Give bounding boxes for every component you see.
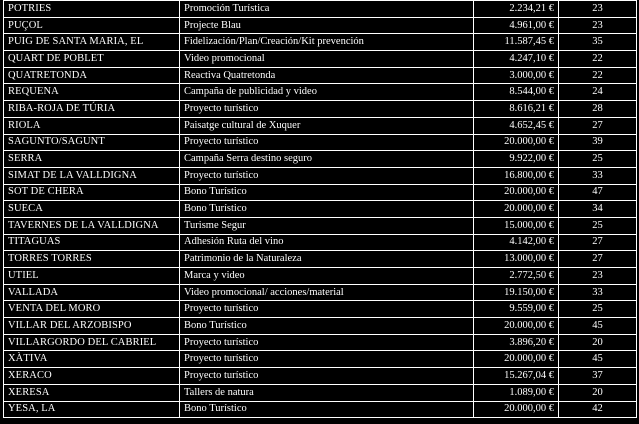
amount-cell: 4.961,00 € — [474, 17, 559, 34]
table-row — [4, 301, 637, 318]
amount-cell: 15.267,04 € — [474, 368, 559, 385]
amount-cell: 2.234,21 € — [474, 1, 559, 18]
municipality-cell: PUÇOL — [4, 17, 180, 34]
table-row — [4, 34, 637, 51]
municipality-cell: TAVERNES DE LA VALLDIGNA — [4, 217, 180, 234]
table-row — [4, 401, 637, 418]
project-cell: Bono Turístico — [180, 184, 474, 201]
table-row — [4, 67, 637, 84]
municipality-cell: XERESA — [4, 384, 180, 401]
amount-cell: 20.000,00 € — [474, 134, 559, 151]
municipality-cell: PUIG DE SANTA MARIA, EL — [4, 34, 180, 51]
grant-table — [3, 0, 637, 418]
amount-cell: 20.000,00 € — [474, 201, 559, 218]
project-cell: Projecte Blau — [180, 17, 474, 34]
score-cell: 33 — [559, 284, 637, 301]
score-cell: 42 — [559, 401, 637, 418]
project-cell: Marca y video — [180, 268, 474, 285]
amount-cell: 3.000,00 € — [474, 67, 559, 84]
municipality-cell: UTIEL — [4, 268, 180, 285]
table-row — [4, 84, 637, 101]
table-row — [4, 101, 637, 118]
table-row — [4, 51, 637, 68]
amount-cell: 20.000,00 € — [474, 401, 559, 418]
project-cell: Campaña de publicidad y video — [180, 84, 474, 101]
score-cell: 22 — [559, 51, 637, 68]
table-row — [4, 351, 637, 368]
project-cell: Promoción Turística — [180, 1, 474, 18]
score-cell: 22 — [559, 67, 637, 84]
score-cell: 23 — [559, 268, 637, 285]
municipality-cell: TORRES TORRES — [4, 251, 180, 268]
score-cell: 35 — [559, 34, 637, 51]
municipality-cell: SERRA — [4, 151, 180, 168]
project-cell: Proyecto turístico — [180, 134, 474, 151]
municipality-cell: SIMAT DE LA VALLDIGNA — [4, 167, 180, 184]
score-cell: 20 — [559, 384, 637, 401]
amount-cell: 4.142,00 € — [474, 234, 559, 251]
municipality-cell: SUECA — [4, 201, 180, 218]
project-cell: Turisme Segur — [180, 217, 474, 234]
amount-cell: 13.000,00 € — [474, 251, 559, 268]
municipality-cell: SAGUNTO/SAGUNT — [4, 134, 180, 151]
amount-cell: 20.000,00 € — [474, 318, 559, 335]
municipality-cell: VALLADA — [4, 284, 180, 301]
score-cell: 25 — [559, 151, 637, 168]
table-row — [4, 201, 637, 218]
project-cell: Proyecto turístico — [180, 167, 474, 184]
amount-cell: 20.000,00 € — [474, 184, 559, 201]
score-cell: 28 — [559, 101, 637, 118]
municipality-cell: SOT DE CHERA — [4, 184, 180, 201]
municipality-cell: XERACO — [4, 368, 180, 385]
score-cell: 24 — [559, 84, 637, 101]
score-cell: 37 — [559, 368, 637, 385]
amount-cell: 15.000,00 € — [474, 217, 559, 234]
table-row — [4, 234, 637, 251]
table-row — [4, 17, 637, 34]
project-cell: Patrimonio de la Naturaleza — [180, 251, 474, 268]
table-row — [4, 284, 637, 301]
table-row — [4, 368, 637, 385]
table-row — [4, 117, 637, 134]
amount-cell: 8.544,00 € — [474, 84, 559, 101]
project-cell: Proyecto turístico — [180, 334, 474, 351]
municipality-cell: POTRIES — [4, 1, 180, 18]
municipality-cell: REQUENA — [4, 84, 180, 101]
project-cell: Video promocional — [180, 51, 474, 68]
project-cell: Bono Turístico — [180, 318, 474, 335]
amount-cell: 16.800,00 € — [474, 167, 559, 184]
amount-cell: 4.247,10 € — [474, 51, 559, 68]
amount-cell: 4.652,45 € — [474, 117, 559, 134]
amount-cell: 9.559,00 € — [474, 301, 559, 318]
amount-cell: 9.922,00 € — [474, 151, 559, 168]
municipality-cell: TITAGUAS — [4, 234, 180, 251]
municipality-cell: RIBA-ROJA DE TÚRIA — [4, 101, 180, 118]
project-cell: Tallers de natura — [180, 384, 474, 401]
score-cell: 25 — [559, 217, 637, 234]
amount-cell: 20.000,00 € — [474, 351, 559, 368]
amount-cell: 8.616,21 € — [474, 101, 559, 118]
amount-cell: 1.089,00 € — [474, 384, 559, 401]
score-cell: 45 — [559, 318, 637, 335]
project-cell: Proyecto turístico — [180, 301, 474, 318]
amount-cell: 11.587,45 € — [474, 34, 559, 51]
score-cell: 25 — [559, 301, 637, 318]
amount-cell: 19.150,00 € — [474, 284, 559, 301]
project-cell: Proyecto turístico — [180, 101, 474, 118]
municipality-cell: YESA, LA — [4, 401, 180, 418]
score-cell: 20 — [559, 334, 637, 351]
project-cell: Fidelización/Plan/Creación/Kit prevención — [180, 34, 474, 51]
table-row — [4, 1, 637, 18]
score-cell: 27 — [559, 234, 637, 251]
project-cell: Bono Turístico — [180, 401, 474, 418]
score-cell: 23 — [559, 1, 637, 18]
amount-cell: 2.772,50 € — [474, 268, 559, 285]
municipality-cell: VILLARGORDO DEL CABRIEL — [4, 334, 180, 351]
project-cell: Proyecto turístico — [180, 368, 474, 385]
table-row — [4, 318, 637, 335]
table-row — [4, 217, 637, 234]
table-row — [4, 334, 637, 351]
score-cell: 33 — [559, 167, 637, 184]
municipality-cell: VILLAR DEL ARZOBISPO — [4, 318, 180, 335]
score-cell: 45 — [559, 351, 637, 368]
project-cell: Video promocional/ acciones/material — [180, 284, 474, 301]
project-cell: Reactiva Quatretonda — [180, 67, 474, 84]
score-cell: 34 — [559, 201, 637, 218]
project-cell: Adhesión Ruta del vino — [180, 234, 474, 251]
table-row — [4, 134, 637, 151]
municipality-cell: VENTA DEL MORO — [4, 301, 180, 318]
score-cell: 39 — [559, 134, 637, 151]
project-cell: Paisatge cultural de Xuquer — [180, 117, 474, 134]
score-cell: 27 — [559, 117, 637, 134]
municipality-cell: QUATRETONDA — [4, 67, 180, 84]
amount-cell: 3.896,20 € — [474, 334, 559, 351]
project-cell: Bono Turístico — [180, 201, 474, 218]
municipality-cell: RIOLA — [4, 117, 180, 134]
score-cell: 47 — [559, 184, 637, 201]
table-row — [4, 251, 637, 268]
table-row — [4, 384, 637, 401]
municipality-cell: QUART DE POBLET — [4, 51, 180, 68]
project-cell: Proyecto turístico — [180, 351, 474, 368]
table-row — [4, 151, 637, 168]
table-row — [4, 268, 637, 285]
score-cell: 27 — [559, 251, 637, 268]
score-cell: 23 — [559, 17, 637, 34]
project-cell: Campaña Serra destino seguro — [180, 151, 474, 168]
table-row — [4, 167, 637, 184]
table-row — [4, 184, 637, 201]
grant-rows — [4, 1, 637, 418]
municipality-cell: XÀTIVA — [4, 351, 180, 368]
